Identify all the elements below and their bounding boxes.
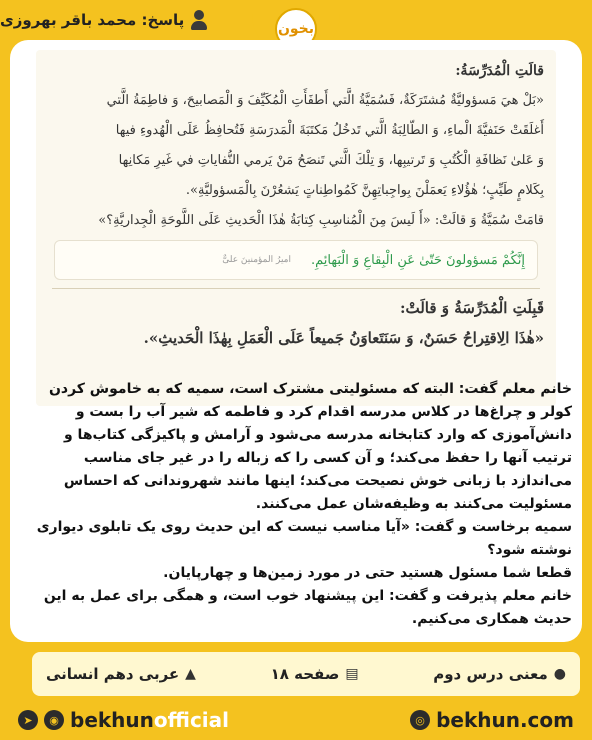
book-title: قالَتِ الْمُدَرِّسَةُ: bbox=[455, 63, 544, 79]
course-label: عربی دهم انسانی bbox=[46, 665, 180, 683]
translation-paragraph-3: قطعا شما مسئول هستید حتی در مورد زمین‌ها و چهارپایان. bbox=[163, 565, 572, 581]
logo-text: بخون bbox=[277, 21, 315, 37]
bottom-bar bbox=[0, 700, 592, 740]
page-item bbox=[271, 665, 359, 683]
translation-paragraph-4: خانم معلم پذیرفت و گفت: این پیشنهاد خوب است، و همگی برای عمل به این حدیث همکاری می‌کنیم. bbox=[43, 588, 572, 627]
translation-paragraph-1: خانم معلم گفت: البته که مسئولیتی مشترک است، سمیه که به خاموش کردن کولر و چراغ‌ها در کلاس مدرسه اقدام کرد و فاطمه که شیر آب را بست و دانش‌آموزی که وارد کتابخانه مدرسه می‌شود و آرامش و پاکیزگی کتاب‌ها و ترتیب آنها را حفظ می‌کند؛ و آن کسی را که زباله را در غیر جای مناسب می‌اندازد با زبانی خوش نصیحت می‌کند؛ اینها مانند شهروندانی که احساس مسئولیت می‌کنند به وظیفه‌شان عمل می‌کنند. bbox=[48, 381, 572, 512]
social-handle[interactable] bbox=[18, 708, 229, 732]
textbook-excerpt bbox=[36, 50, 556, 406]
page-label: صفحه ۱۸ bbox=[270, 665, 340, 683]
book-line-1: «بَلْ هيَ مَسؤوليَّةٌ مُشتَرَكَةٌ، فَسُمَيَّةُ الَّتي أَطفَأَتِ الْمُكَيِّفَ وَ الْمَصابيحَ، وَ فاطِمَةُ الَّتي bbox=[106, 93, 544, 108]
instagram-icon[interactable]: ◉ bbox=[44, 710, 64, 730]
hadith-box bbox=[54, 240, 538, 280]
persian-translation bbox=[24, 378, 572, 631]
telegram-icon[interactable]: ➤ bbox=[18, 710, 38, 730]
student-icon: ● bbox=[553, 666, 566, 682]
final-line: «هٰذَا الِاقتِراحُ حَسَنٌ، وَ سَنَتَعاوَنُ جَميعاً عَلَى الْعَمَلِ بِهٰذَا الْحَديثِ». bbox=[143, 329, 544, 347]
website-link[interactable] bbox=[410, 708, 574, 732]
book-line-5: قامَتْ سُمَيَّةُ وَ قالَتْ: «أَ لَيسَ مِنَ الْمُناسِبِ كِتابَةُ هٰذَا الْحَديثِ عَلَى اللَّوحَةِ الْجِداريَّةِ؟» bbox=[98, 213, 544, 228]
lesson-item bbox=[433, 665, 566, 683]
social-prefix: bekhun bbox=[70, 708, 154, 732]
book-line-2: أَغلَقَتْ حَنَفيَّةَ الْماءِ، وَ الطّالِبَةُ الَّتي تَدخُلُ مَكتَبَةَ الْمَدرَسَةِ فَتُحافِظُ عَلَى الْهُدوءِ فيها bbox=[115, 123, 544, 138]
book-icon: ▤ bbox=[345, 666, 359, 682]
author-credit bbox=[0, 10, 208, 30]
lesson-info-bar bbox=[32, 652, 580, 696]
user-icon bbox=[190, 10, 208, 30]
book-line-4: بِكَلامٍ طَيِّبٍ؛ هٰؤُلاءِ يَعمَلْنَ بِواجِباتِهِنَّ كَمُواطِناتٍ يَشعُرْنَ بِالْمَسؤوليَّةِ». bbox=[185, 183, 544, 198]
book-line-3: وَ عَلىٰ نَظافَةِ الْكُتُبِ وَ تَرتيبِها، وَ تِلْكَ الَّتي تَنصَحُ مَنْ يَرمي النُّفاياتِ في غَيرِ مَكانِها bbox=[118, 153, 544, 168]
course-item bbox=[46, 665, 196, 683]
author-label: پاسخ: محمد باقر بهروزی bbox=[0, 11, 185, 29]
hadith-text: إِنَّكُمْ مَسؤولونَ حَتّىٰ عَنِ الْبِقاعِ وَ الْبَهائِمِ. bbox=[311, 252, 525, 268]
accept-line: قَبِلَتِ الْمُدَرِّسَةُ وَ قالَتْ: bbox=[399, 299, 544, 317]
content-card bbox=[10, 40, 582, 683]
lesson-label: معنی درس دوم bbox=[433, 665, 548, 683]
hadith-citation: امیرُ المؤمنینَ علیٌّ bbox=[222, 255, 291, 265]
globe-icon: ◎ bbox=[410, 710, 430, 730]
graduation-cap-icon: ▲ bbox=[185, 666, 196, 682]
translation-paragraph-2: سمیه برخاست و گفت: «آیا مناسب نیست که این حدیث روی یک تابلوی دیواری نوشته شود؟ bbox=[36, 519, 572, 558]
divider bbox=[52, 288, 540, 289]
social-suffix: official bbox=[153, 708, 230, 732]
website-label: bekhun.com bbox=[436, 708, 574, 732]
